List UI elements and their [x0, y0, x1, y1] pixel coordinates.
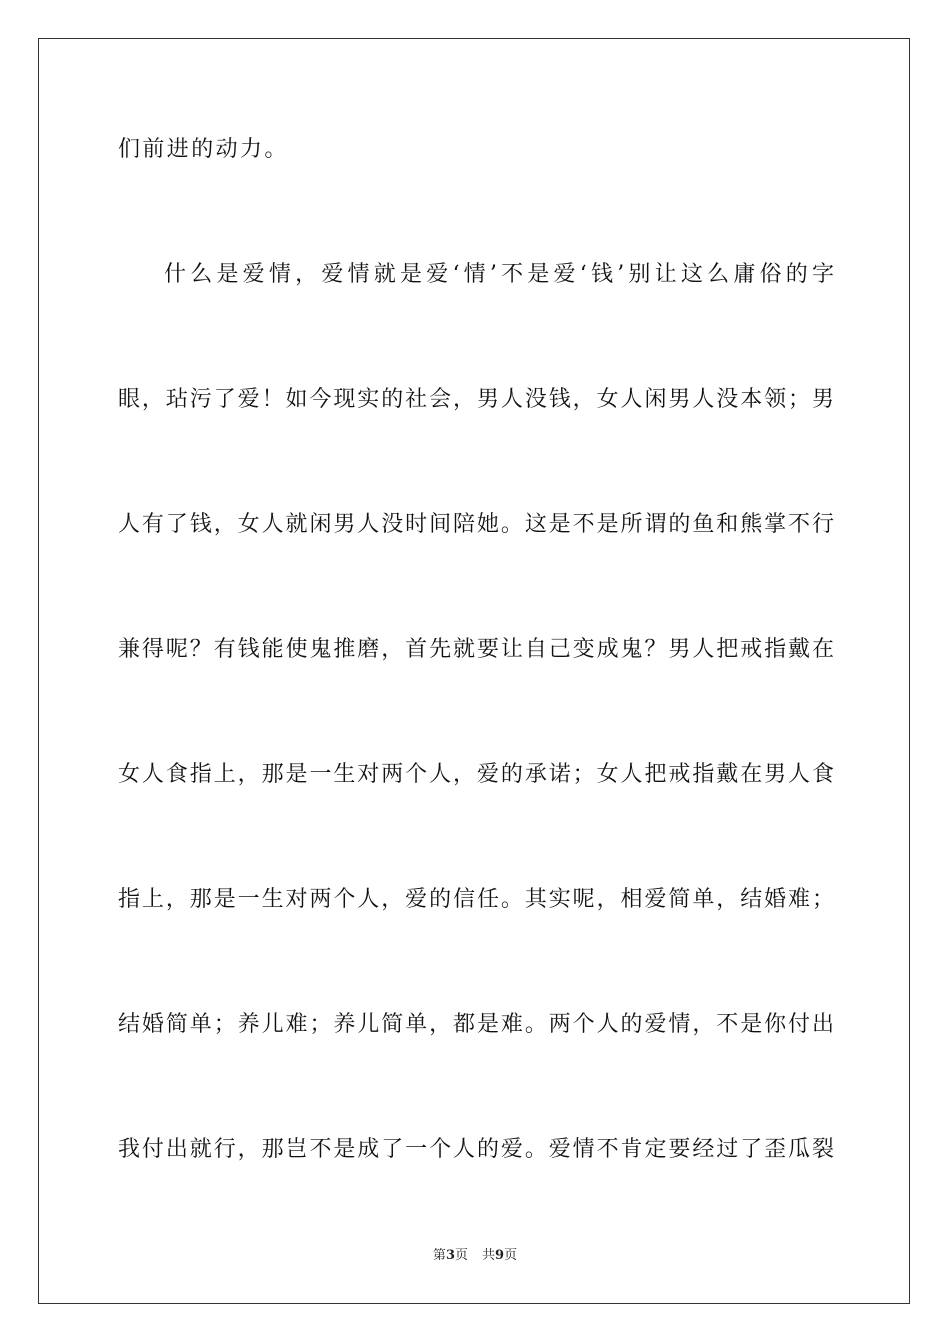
text-line-4: 人有了钱，女人就闲男人没时间陪她。这是不是所谓的鱼和熊掌不行 — [118, 512, 834, 537]
text-line-6: 女人食指上，那是一生对两个人，爱的承诺；女人把戒指戴在男人食 — [118, 762, 834, 787]
text-line-7: 指上，那是一生对两个人，爱的信任。其实呢，相爱简单，结婚难； — [118, 887, 834, 912]
page-number-label — [433, 1248, 468, 1263]
text-line-1: 们前进的动力。 — [118, 137, 289, 162]
text-line-2: 什么是爱情，爱情就是爱‘情’不是爱‘钱’别让这么庸俗的字 — [164, 262, 834, 287]
page-frame — [38, 38, 910, 1304]
page-number: 3 — [445, 1248, 455, 1263]
total-pages-label — [482, 1248, 517, 1263]
total-prefix: 共 — [482, 1248, 496, 1263]
text-line-8: 结婚简单；养儿难；养儿简单，都是难。两个人的爱情，不是你付出 — [118, 1012, 834, 1037]
page-footer — [0, 1246, 950, 1266]
page-prefix: 第 — [432, 1248, 446, 1263]
total-suffix: 页 — [504, 1248, 518, 1263]
text-line-3: 眼，玷污了爱！如今现实的社会，男人没钱，女人闲男人没本领；男 — [118, 387, 834, 412]
text-line-9: 我付出就行，那岂不是成了一个人的爱。爱情不肯定要经过了歪瓜裂 — [118, 1137, 834, 1162]
total-pages: 9 — [495, 1248, 505, 1263]
text-line-5: 兼得呢？有钱能使鬼推磨，首先就要让自己变成鬼？男人把戒指戴在 — [118, 637, 834, 662]
page-suffix: 页 — [454, 1248, 468, 1263]
